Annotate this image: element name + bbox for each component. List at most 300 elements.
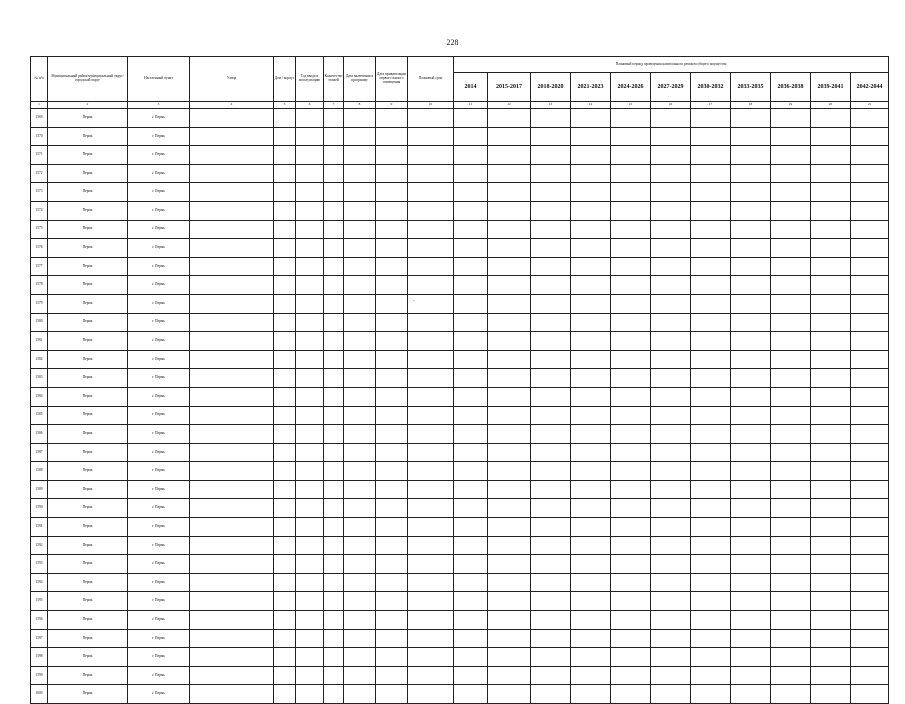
table-cell xyxy=(376,313,408,332)
table-cell: 1585 xyxy=(31,406,48,425)
table-cell xyxy=(454,220,488,239)
table-row xyxy=(31,387,889,406)
table-cell xyxy=(190,164,274,183)
table-cell xyxy=(454,555,488,574)
column-number: 6 xyxy=(296,102,324,109)
table-cell xyxy=(190,592,274,611)
table-cell xyxy=(454,109,488,128)
table-cell: Пермь xyxy=(48,536,128,555)
table-cell xyxy=(531,387,571,406)
table-cell xyxy=(611,369,651,388)
table-cell: г. Пермь xyxy=(128,611,190,630)
table-cell xyxy=(454,518,488,537)
table-cell: Пермь xyxy=(48,666,128,685)
table-cell: 1600 xyxy=(31,685,48,704)
table-cell xyxy=(731,555,771,574)
table-cell xyxy=(731,294,771,313)
table-cell xyxy=(190,387,274,406)
table-cell xyxy=(571,536,611,555)
table-row xyxy=(31,164,889,183)
table-cell: Пермь xyxy=(48,239,128,258)
table-cell: г. Пермь xyxy=(128,555,190,574)
table-cell xyxy=(488,555,531,574)
table-cell xyxy=(531,462,571,481)
table-cell xyxy=(851,518,889,537)
table-cell xyxy=(344,536,376,555)
table-cell xyxy=(851,313,889,332)
table-cell xyxy=(344,499,376,518)
column-header-repair-period: Плановый период проведения капитального ремонта общего имущества xyxy=(454,57,889,73)
column-number: 15 xyxy=(611,102,651,109)
table-cell xyxy=(488,109,531,128)
table-cell xyxy=(408,257,454,276)
table-cell xyxy=(488,443,531,462)
table-cell xyxy=(296,592,324,611)
table-cell xyxy=(324,146,344,165)
table-cell xyxy=(771,555,811,574)
table-cell xyxy=(408,332,454,351)
table-cell xyxy=(454,648,488,667)
table-cell xyxy=(376,518,408,537)
table-cell xyxy=(571,387,611,406)
table-row xyxy=(31,239,889,258)
table-cell: 1572 xyxy=(31,164,48,183)
table-cell: г. Пермь xyxy=(128,666,190,685)
table-cell xyxy=(651,648,691,667)
table-cell xyxy=(488,425,531,444)
table-cell xyxy=(296,648,324,667)
table-cell xyxy=(771,536,811,555)
table-cell: 1586 xyxy=(31,425,48,444)
column-number: 3 xyxy=(128,102,190,109)
table-cell xyxy=(376,127,408,146)
table-cell xyxy=(454,239,488,258)
table-cell: Пермь xyxy=(48,109,128,128)
table-cell: г. Пермь xyxy=(128,425,190,444)
table-cell xyxy=(454,294,488,313)
table-cell xyxy=(488,220,531,239)
table-cell xyxy=(488,536,531,555)
table-cell xyxy=(190,109,274,128)
table-cell: 1590 xyxy=(31,499,48,518)
table-cell xyxy=(531,350,571,369)
table-cell xyxy=(376,387,408,406)
table-cell: Пермь xyxy=(48,425,128,444)
table-cell xyxy=(691,387,731,406)
table-cell xyxy=(376,499,408,518)
table-cell: 1599 xyxy=(31,666,48,685)
table-cell xyxy=(851,201,889,220)
table-cell xyxy=(344,220,376,239)
table-cell xyxy=(651,592,691,611)
table-cell: 1588 xyxy=(31,462,48,481)
table-cell xyxy=(274,350,296,369)
table-cell xyxy=(376,332,408,351)
table-cell xyxy=(731,685,771,704)
table-cell xyxy=(408,462,454,481)
table-cell xyxy=(488,611,531,630)
table-cell xyxy=(851,276,889,295)
table-cell xyxy=(488,648,531,667)
table-cell xyxy=(454,685,488,704)
table-cell xyxy=(651,425,691,444)
table-cell xyxy=(571,220,611,239)
table-cell xyxy=(731,369,771,388)
table-cell: г. Пермь xyxy=(128,239,190,258)
table-cell xyxy=(611,462,651,481)
table-cell xyxy=(771,109,811,128)
table-cell xyxy=(651,443,691,462)
year-header: 2039-2041 xyxy=(811,73,851,102)
table-cell xyxy=(488,387,531,406)
table-cell xyxy=(454,499,488,518)
table-cell xyxy=(811,666,851,685)
column-header-street: Улица xyxy=(190,57,274,102)
table-cell xyxy=(691,127,731,146)
table-cell xyxy=(531,536,571,555)
table-cell xyxy=(454,406,488,425)
table-cell xyxy=(296,369,324,388)
table-row xyxy=(31,146,889,165)
table-cell xyxy=(488,257,531,276)
table-row xyxy=(31,109,889,128)
table-cell xyxy=(408,592,454,611)
table-cell xyxy=(488,369,531,388)
table-cell xyxy=(691,536,731,555)
table-cell xyxy=(274,592,296,611)
table-cell xyxy=(324,332,344,351)
table-cell xyxy=(344,387,376,406)
table-cell xyxy=(691,313,731,332)
table-cell xyxy=(531,555,571,574)
table-row xyxy=(31,555,889,574)
column-number: 8 xyxy=(344,102,376,109)
table-cell xyxy=(611,518,651,537)
table-cell xyxy=(811,480,851,499)
table-cell: Пермь xyxy=(48,369,128,388)
table-cell xyxy=(731,611,771,630)
table-cell: г. Пермь xyxy=(128,146,190,165)
table-cell xyxy=(571,332,611,351)
table-cell xyxy=(611,592,651,611)
table-cell xyxy=(324,350,344,369)
table-cell xyxy=(611,220,651,239)
table-cell xyxy=(571,109,611,128)
table-cell xyxy=(274,164,296,183)
table-cell xyxy=(731,648,771,667)
table-cell xyxy=(571,201,611,220)
table-cell xyxy=(190,294,274,313)
table-cell xyxy=(454,257,488,276)
table-cell xyxy=(571,462,611,481)
table-cell: Пермь xyxy=(48,555,128,574)
table-cell: г. Пермь xyxy=(128,406,190,425)
table-cell xyxy=(408,276,454,295)
table-cell: г. Пермь xyxy=(128,332,190,351)
table-cell xyxy=(376,443,408,462)
page-number: 228 xyxy=(446,38,459,47)
table-cell xyxy=(376,276,408,295)
table-cell xyxy=(274,332,296,351)
table-cell: Пермь xyxy=(48,480,128,499)
table-cell xyxy=(691,201,731,220)
table-cell xyxy=(611,555,651,574)
table-cell xyxy=(651,313,691,332)
table-cell xyxy=(190,332,274,351)
table-cell xyxy=(454,146,488,165)
table-cell xyxy=(488,480,531,499)
table-cell xyxy=(488,629,531,648)
table-cell xyxy=(408,313,454,332)
table-cell xyxy=(651,611,691,630)
table-cell xyxy=(731,425,771,444)
table-cell: г. Пермь xyxy=(128,201,190,220)
table-cell xyxy=(691,592,731,611)
table-cell xyxy=(651,573,691,592)
table-cell xyxy=(651,201,691,220)
table-row xyxy=(31,536,889,555)
column-number: 7 xyxy=(324,102,344,109)
table-cell xyxy=(811,425,851,444)
table-cell xyxy=(851,332,889,351)
table-cell: Пермь xyxy=(48,499,128,518)
table-cell xyxy=(190,257,274,276)
table-cell xyxy=(611,313,651,332)
table-cell xyxy=(324,443,344,462)
table-cell xyxy=(344,592,376,611)
table-row xyxy=(31,666,889,685)
table-cell xyxy=(274,276,296,295)
table-cell: г. Пермь xyxy=(128,294,190,313)
table-cell xyxy=(611,685,651,704)
table-cell: г. Пермь xyxy=(128,276,190,295)
table-cell xyxy=(731,443,771,462)
table-cell: Пермь xyxy=(48,350,128,369)
table-cell xyxy=(571,592,611,611)
table-cell xyxy=(731,332,771,351)
table-cell xyxy=(408,518,454,537)
table-cell xyxy=(376,666,408,685)
table-cell xyxy=(190,313,274,332)
table-cell xyxy=(571,685,611,704)
table-cell xyxy=(651,127,691,146)
table-cell: Пермь xyxy=(48,313,128,332)
table-cell xyxy=(296,480,324,499)
table-row xyxy=(31,201,889,220)
table-cell: 1581 xyxy=(31,332,48,351)
table-cell xyxy=(344,332,376,351)
table-cell xyxy=(296,257,324,276)
table-cell xyxy=(531,666,571,685)
table-cell xyxy=(324,425,344,444)
table-cell xyxy=(851,127,889,146)
table-row xyxy=(31,592,889,611)
table-cell xyxy=(454,666,488,685)
table-cell xyxy=(488,164,531,183)
table-cell xyxy=(651,685,691,704)
table-cell xyxy=(488,518,531,537)
table-cell xyxy=(488,592,531,611)
table-cell xyxy=(531,220,571,239)
column-header-number: № п/п xyxy=(31,57,48,102)
table-cell xyxy=(651,666,691,685)
table-cell xyxy=(296,220,324,239)
table-cell xyxy=(571,183,611,202)
table-cell xyxy=(344,369,376,388)
table-cell xyxy=(376,406,408,425)
table-cell xyxy=(611,480,651,499)
table-cell xyxy=(731,239,771,258)
table-cell xyxy=(771,257,811,276)
table-cell xyxy=(531,276,571,295)
table-cell xyxy=(571,425,611,444)
table-cell xyxy=(190,462,274,481)
table-cell xyxy=(691,666,731,685)
table-cell xyxy=(731,518,771,537)
table-cell xyxy=(376,648,408,667)
table-cell xyxy=(190,499,274,518)
table-cell xyxy=(851,480,889,499)
year-header: 2030-2032 xyxy=(691,73,731,102)
table-cell xyxy=(771,425,811,444)
table-cell xyxy=(296,536,324,555)
table-cell xyxy=(611,666,651,685)
table-cell xyxy=(324,536,344,555)
table-row xyxy=(31,611,889,630)
table-cell xyxy=(731,462,771,481)
table-cell xyxy=(651,294,691,313)
table-cell xyxy=(274,629,296,648)
table-cell xyxy=(274,387,296,406)
table-cell xyxy=(344,257,376,276)
table-cell xyxy=(531,425,571,444)
table-cell xyxy=(771,443,811,462)
table-cell xyxy=(190,573,274,592)
table-cell xyxy=(296,276,324,295)
table-cell xyxy=(376,109,408,128)
table-cell xyxy=(274,369,296,388)
table-cell xyxy=(811,183,851,202)
table-cell xyxy=(691,685,731,704)
table-cell xyxy=(731,276,771,295)
table-cell xyxy=(851,629,889,648)
table-cell xyxy=(691,183,731,202)
table-cell xyxy=(274,294,296,313)
table-row xyxy=(31,257,889,276)
table-cell xyxy=(771,611,811,630)
table-cell xyxy=(531,480,571,499)
table-cell xyxy=(651,536,691,555)
table-cell xyxy=(324,220,344,239)
table-cell xyxy=(324,257,344,276)
table-cell xyxy=(408,629,454,648)
table-cell xyxy=(731,406,771,425)
table-cell: 1580 xyxy=(31,313,48,332)
year-header: 2033-2035 xyxy=(731,73,771,102)
table-cell xyxy=(811,406,851,425)
year-header: 2042-2044 xyxy=(851,73,889,102)
table-cell xyxy=(851,369,889,388)
table-cell xyxy=(611,201,651,220)
table-cell xyxy=(376,462,408,481)
table-cell xyxy=(190,239,274,258)
table-cell: Пермь xyxy=(48,201,128,220)
table-cell: г. Пермь xyxy=(128,499,190,518)
table-cell xyxy=(454,443,488,462)
table-cell: Пермь xyxy=(48,462,128,481)
table-cell xyxy=(344,109,376,128)
table-cell xyxy=(771,369,811,388)
table-row xyxy=(31,220,889,239)
column-header-privatization-date: Дата приватизации первого жилого помещения xyxy=(376,57,408,102)
table-cell: Пермь xyxy=(48,220,128,239)
table-cell xyxy=(324,387,344,406)
table-cell xyxy=(611,127,651,146)
table-cell xyxy=(296,573,324,592)
table-cell xyxy=(691,443,731,462)
table-cell xyxy=(324,629,344,648)
column-number: 13 xyxy=(531,102,571,109)
table-cell xyxy=(691,611,731,630)
table-cell: Пермь xyxy=(48,294,128,313)
table-row xyxy=(31,499,889,518)
table-cell xyxy=(811,127,851,146)
table-cell xyxy=(651,499,691,518)
year-header: 2014 xyxy=(454,73,488,102)
table-cell xyxy=(771,146,811,165)
table-cell: Пермь xyxy=(48,406,128,425)
table-cell xyxy=(691,220,731,239)
table-cell xyxy=(811,239,851,258)
table-cell xyxy=(691,164,731,183)
table-cell: 1573 xyxy=(31,183,48,202)
table-cell xyxy=(651,480,691,499)
table-cell xyxy=(324,406,344,425)
table-cell xyxy=(488,313,531,332)
column-header-locality: Населенный пункт xyxy=(128,57,190,102)
table-cell: Пермь xyxy=(48,387,128,406)
table-cell xyxy=(488,350,531,369)
year-header: 2015-2017 xyxy=(488,73,531,102)
table-cell xyxy=(691,406,731,425)
table-cell xyxy=(408,573,454,592)
table-cell xyxy=(771,350,811,369)
table-cell xyxy=(691,518,731,537)
table-cell xyxy=(851,443,889,462)
table-cell xyxy=(324,294,344,313)
table-cell xyxy=(274,313,296,332)
table-cell xyxy=(296,332,324,351)
table-cell xyxy=(731,536,771,555)
table-cell xyxy=(611,276,651,295)
column-header-planned-term: Плановый срок xyxy=(408,57,454,102)
table-cell: г. Пермь xyxy=(128,648,190,667)
column-number: 9 xyxy=(376,102,408,109)
table-cell xyxy=(811,109,851,128)
table-cell xyxy=(771,462,811,481)
year-header: 2027-2029 xyxy=(651,73,691,102)
table-cell xyxy=(454,462,488,481)
table-cell xyxy=(488,183,531,202)
table-cell xyxy=(408,127,454,146)
table-cell xyxy=(454,480,488,499)
table-cell: Пермь xyxy=(48,164,128,183)
table-cell: 1596 xyxy=(31,611,48,630)
table-cell xyxy=(296,555,324,574)
table-cell xyxy=(274,146,296,165)
table-cell xyxy=(454,350,488,369)
table-cell xyxy=(296,109,324,128)
